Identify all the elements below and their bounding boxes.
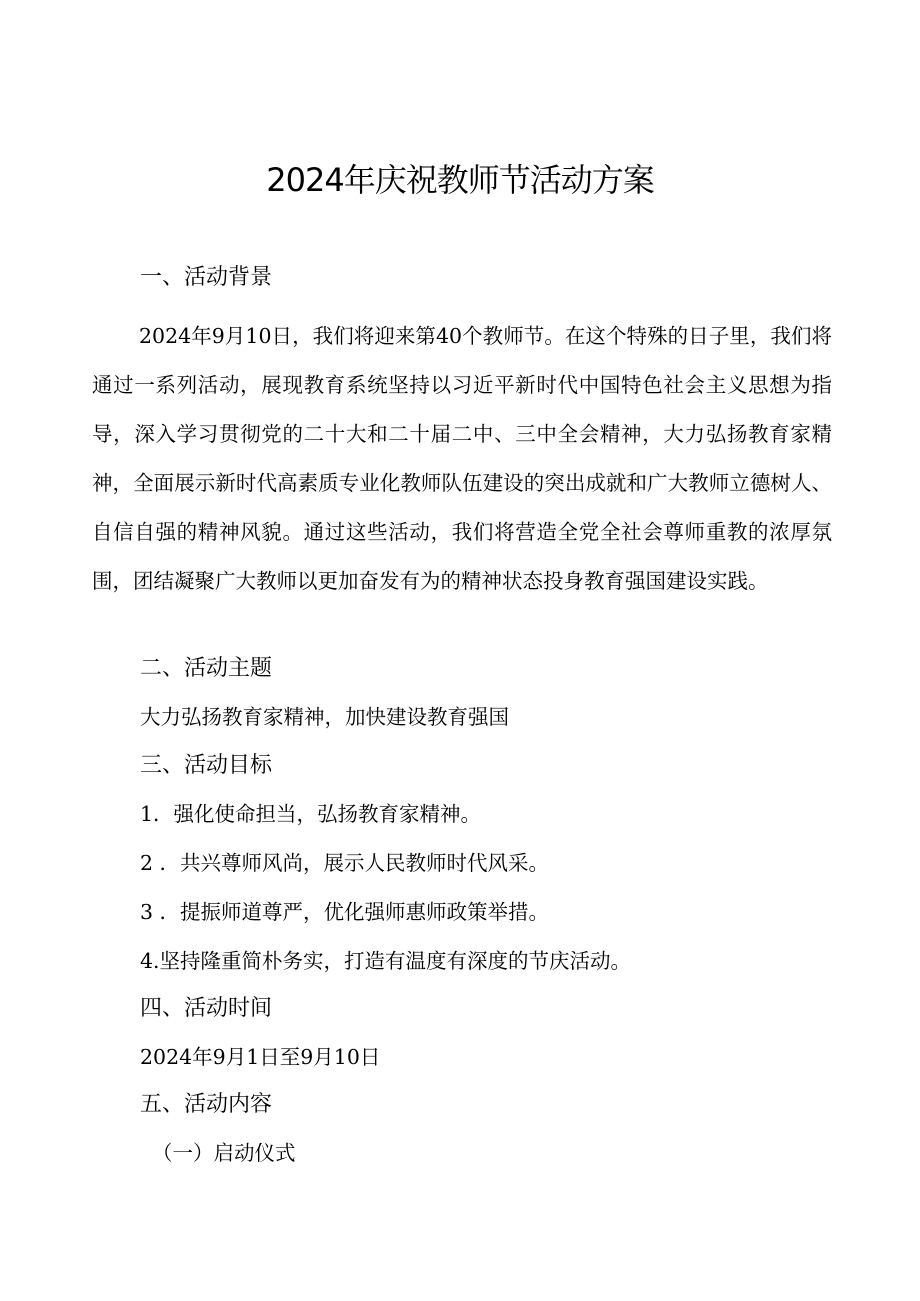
section-heading-background: 一、活动背景: [140, 265, 273, 290]
section-heading-theme: 二、活动主题: [140, 656, 273, 681]
theme-text: 大力弘扬教育家精神，加快建设教育强国: [140, 705, 509, 729]
section-heading-time: 四、活动时间: [140, 996, 273, 1021]
section-heading-goals: 三、活动目标: [140, 753, 273, 778]
goal-item: 4.坚持隆重简朴务实，打造有温度有深度的节庆活动。: [140, 949, 632, 973]
section-heading-content: 五、活动内容: [140, 1092, 273, 1117]
goal-item: 1．强化使命担当，弘扬教育家精神。: [140, 802, 482, 826]
background-paragraph: 2024年9月10日，我们将迎来第40个教师节。在这个特殊的日子里，我们将通过一系列活动，展现教育系统坚持以习近平新时代中国特色社会主义思想为指导，深入学习贯彻党的二十大和二十届二中、三中全会精神，大力弘扬教育家精神，全面展示新时代高素质专业化教师队伍建设的突出成就和广大教师立德树人、自信自强的精神风貌。通过这些活动，我们将营造全党全社会尊师重教的浓厚氛围，团结凝聚广大教师以更加奋发有为的精神状态投身教育强国建设实践。: [92, 324, 832, 593]
goal-item: 2 ．共兴尊师风尚，展示人民教师时代风采。: [140, 851, 550, 875]
document-title: 2024年庆祝教师节活动方案: [266, 161, 654, 199]
time-text: 2024年9月1日至9月10日: [140, 1045, 381, 1069]
goal-item: 3 ．提振师道尊严，优化强师惠师政策举措。: [140, 900, 550, 924]
content-subheading: （一）启动仪式: [152, 1141, 296, 1165]
